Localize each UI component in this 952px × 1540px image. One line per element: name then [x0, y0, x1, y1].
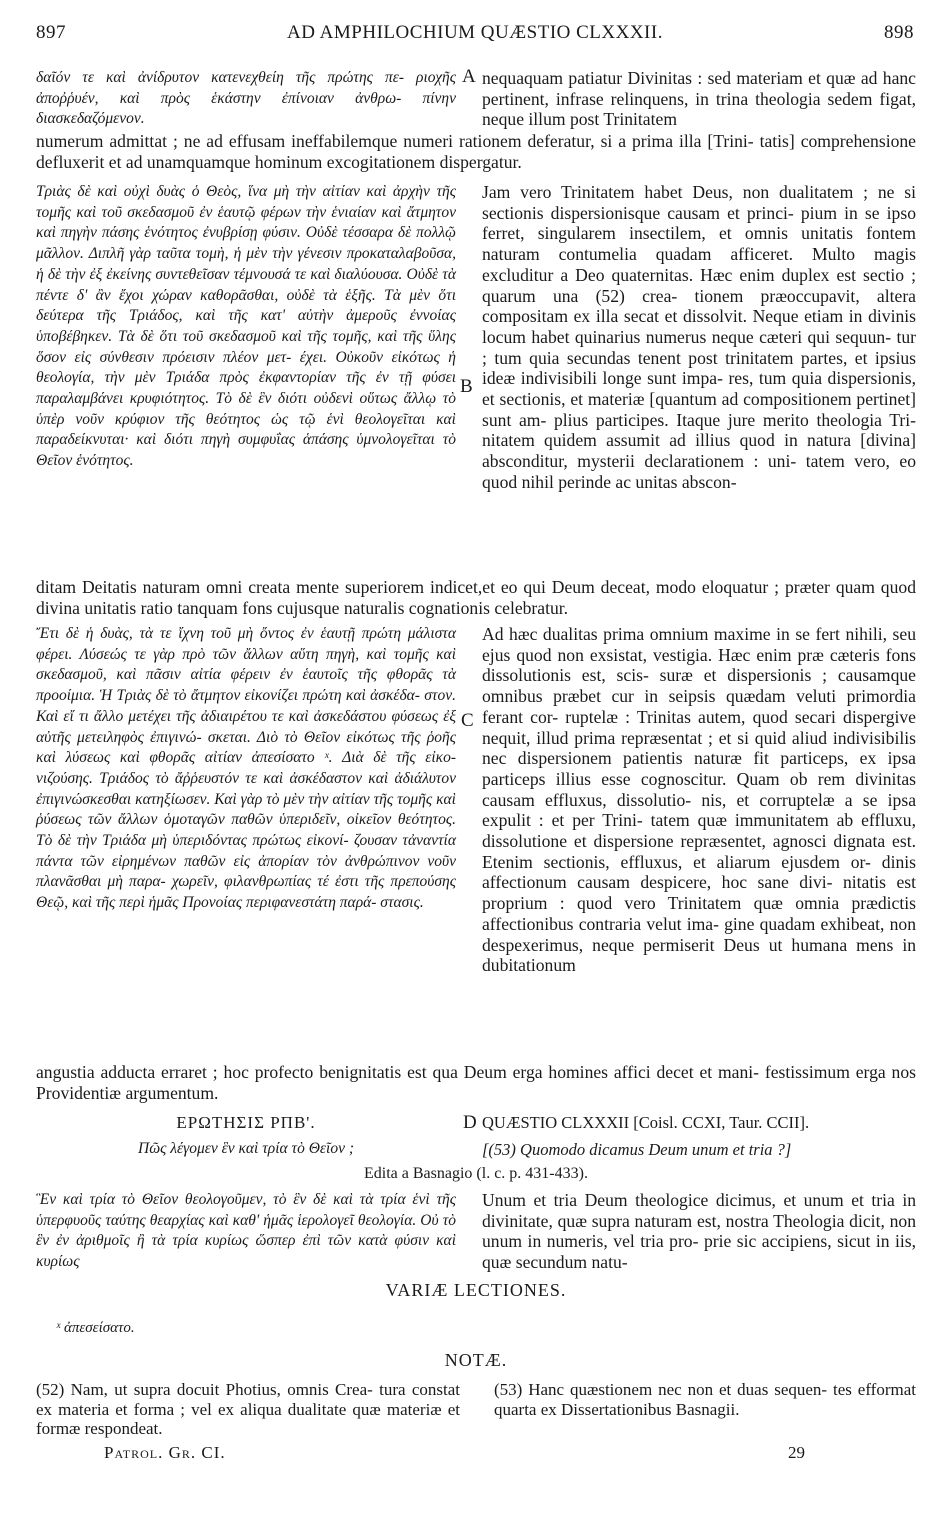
greek-question-subtitle: Πῶς λέγομεν ἓν καὶ τρία τὸ Θεῖον ; — [138, 1140, 354, 1157]
margin-letter-d: D — [463, 1112, 477, 1133]
latin-col-2: Jam vero Trinitatem habet Deus, non dualitatem ; ne si sectionis dispersionisque causam et princi- pium in se ipso ferret, singularem insectilem, et omnis unitatis fontem naturam contumelia quadam afficeret. Multo magis excluditur a Deo quaternitas. Hæc enim duplex est sectio ; quarum una (52) crea- tionem præoccupavit, altera compositam ex illa secat et dissolvit. Neque etiam in divinis locum habet quinarius numerus neque cæteri qui sequun- tur ; tum quia secundas tenent post trinitatem partes, et ipsius ideæ indivisibili longe sunt impa- res, tum quia dispersionis, et sectionis, et materiæ [quantum ad compositionem pertinet] sunt am- plius participes. Itaque jure merito theologia Tri- nitatem quidem assumit ad illius quod in natura [divina] absconditur, mysterii declarationem : uni- tatem vero, eo quod nihil perinde ac unitas abscon- — [482, 182, 916, 492]
greek-col-3: Ἔτι δὲ ἡ δυὰς, τὰ τε ἴχνη τοῦ μὴ ὄντος ἐν ἑαυτῇ πρώτη μάλιστα φέρει. Λύσεώς τε γὰρ πρὸ τῶν ἄλλων αὕτη πηγὴ, καὶ τομῆς καὶ σκεδασμοῦ, καὶ πᾶσιν αἰτία φέρειν ἐν ἑαυτοῖς τῆς φθορᾶς τὰ προοίμια. Ἡ Τριὰς δὲ τὸ ἄτμητον εἰκονίζει πρώτη καὶ ἀσκέδα- στον. Καὶ εἴ τι ἄλλο μετέχει τῆς ἀδιαιρέτου τε καὶ ἀσκεδάστου φύσεως ἐξ αὐτῆς μετειληφὸς ἐπιγινώ- σκεται. Διὸ τὸ Θεῖον εἰκότως τῆς ῥοῆς καὶ λύσεως καὶ φθορᾶς αἰτίαν ἀπεσίσατο ˣ. Διὰ δὲ τῆς εἰκο- νιζούσης. Τριάδος τὸ ἄῤῥευστόν τε καὶ ἀσκέδαστον καὶ ἀδιάλυτον ἐπιγινώσκεσθαι κατηξίωσεν. Καὶ γὰρ τὸ μὲν τὴν αἰτίαν τῆς τομῆς καὶ ῥύσεως τῶν ἄλλων ὁμοταγῶν παθῶν ὑπεριδεῖν, οἰκεῖον θεότητος. Τὸ δὲ τὴν Τριάδα μὴ ὑπεριδόντας πρώτως εἰκονί- ζουσαν τἀναντία πάντα τῶν εἰρημένων παθῶν εἰς ἀπορίαν τὸν ἀνθρώπινον νοῦν πλανᾶσθαι μὴ παρα- χωρεῖν, φιλανθρωπίας τέ ἐστι τῆς πρεπούσης Θεῷ, καὶ τῆς περὶ ἡμᾶς Προνοίας περιφανεστάτη παρά- στασις. — [36, 625, 456, 912]
latin-question-subtitle: [(53) Quomodo dicamus Deum unum et tria ?] — [482, 1140, 792, 1159]
greek-col-1: δαῖόν τε καὶ ἀνίδρυτον κατενεχθείη τῆς πρώτης πε- ριοχῆς ἀποῤῥυέν, καὶ πρὸς ἑκάστην ἐπίνοιαν ἀνθρω- πίνην διασκεδαζόμενον. — [36, 69, 456, 128]
left-page-number: 897 — [36, 22, 66, 43]
footer-sheet-number: 29 — [788, 1443, 805, 1462]
header-title: AD AMPHILOCHIUM QUÆSTIO CLXXXII. — [287, 22, 663, 43]
latin-col-3: Ad hæc dualitas prima omnium maxime in se fert nihili, seu ejus quod non exsistat, vestigia. Hæc enim præ cæteris fons dissolutionis est, scis- suræ et dispersionis ; causamque omnibus præbet cur in seipsis quædam veluti primordia ferant cor- ruptelæ : Trinitas autem, quod secari dispergive nequit, illud prima repræsentat ; et si quid aliud indivisibilis nec dispersionem patientis naturæ fit particeps, ex ipsa particeps illius esse cognoscitur. Quam ob rem divinitas causam effluxus, dissolutio- nis, et corruptelæ a se ipsa expulit : et per Trini- tatem quæ immunitatem ab effluxu, dissolutione et dispersione repræsentet, agnosci dignata est. Etenim sectionis, effluxus, et aliarum ejusdem or- dinis affectionum causam despicere, hoc sane divi- nitatis est proprium : quod vero Trinitatem quæ omnia prædictis affectionibus contraria velut ima- gine quadam exhibeat, non despexerimus, neque permiserit Deus ut humana mens in dubitationum — [482, 624, 916, 976]
margin-letter-a: A — [462, 66, 476, 87]
greek-col-4: Ἓν καὶ τρία τὸ Θεῖον θεολογοῦμεν, τὸ ἓν δὲ καὶ τὰ τρία ἑνὶ τῆς ὑπερφυοῦς ταύτης θεαρχίας καὶ καθ' ἡμᾶς ἱερολογεῖ θεολογία. Οὐ τὸ ἓν ἐν ἀριθμοῖς ἢ τὰ τρία κυρίως ὥσπερ ἐπὶ τῶν κατὰ φύσιν καὶ κυρίως — [36, 1191, 456, 1271]
footer-signature: Patrol. Gr. CI. — [104, 1443, 226, 1462]
fullwidth-1: numerum admittat ; ne ad effusam ineffabilemque numeri rationem deferatur, si a prima illa [Trini- tatis] comprehensione defluxerit et ad unamquamque hominum excogitationem dispergatur. — [36, 131, 916, 172]
greek-col-2: Τριὰς δὲ καὶ οὐχὶ δυὰς ὁ Θεὸς, ἵνα μὴ τὴν αἰτίαν καὶ ἀρχὴν τῆς τομῆς καὶ τοῦ σκεδασμοῦ ἐν ἑαυτῷ φέρων τὴν ἑνιαίαν καὶ ἄτμητον καὶ πηγὴν πάσης ἑνότητος ἐνυβρίσῃ φύσιν. Οὐδὲ τέσσαρα δὲ πολλῷ μᾶλλον. Διπλῆ γὰρ ταῦτα τομὴ, ἡ μὲν τὴν γένεσιν προκαταλαβοῦσα, ἡ δὲ τὴν ἐξ ἐκείνης συντεθεῖσαν τέμνουσά τε καὶ διαλύουσα. Οὐδὲ τὰ πέντε δ' ἂν ἔχοι χώραν καθορᾶσθαι, οὐδὲ τὰ ἑξῆς. Τὰ μὲν ὅτι δεύτερα τῆς Τριάδος, καὶ τῆς κατ' αὐτὴν ἀμεροῦς ἐννοίας ὑποβέβηκεν. Τὰ δὲ ὅτι τοῦ σκεδασμοῦ καὶ τῆς τομῆς, καὶ τῆς ὕλης ὅσον εἰς σύνθεσιν πρόεισιν πλέον μετ- έχει. Οὐκοῦν εἰκότως ἡ θεολογία, τὴν μὲν Τριάδα πρὸς ἐκφαντορίαν τῆς ἐν τῇ φύσει παραλαμβάνει κρυφιότητος. Τὸ δὲ ἓν διότι οὐδενὶ οὕτως ἄλλῳ τὸ ὑπὲρ νοῦν κρύφιον τῆς θεότητος ὡς τῷ ἑνὶ θεολογεῖται καὶ παραδείκνυται· καὶ διότι πηγὴ συμφυΐας ἁπάσης ὑμνολογεῖται τὸ Θεῖον ἑνότητος. — [36, 183, 456, 470]
edition-note: Edita a Basnagio (l. c. p. 431-433). — [364, 1165, 588, 1182]
note-53: (53) Hanc quæstionem nec non et duas sequen- tes efformat quarta ex Dissertationibus Basnagii. — [494, 1380, 916, 1419]
variae-lectiones-text: ˣ ἀπεσείσατο. — [56, 1320, 135, 1336]
latin-question-title: QUÆSTIO CLXXXII [Coisl. CCXI, Taur. CCII]. — [482, 1113, 810, 1132]
right-page-number: 898 — [884, 22, 914, 43]
margin-letter-b: B — [460, 376, 473, 397]
greek-question-title: ΕΡΩΤΗΣΙΣ ΡΠΒ'. — [176, 1113, 316, 1132]
fullwidth-2: ditam Deitatis naturam omni creata mente superiorem indicet,et eo qui Deum deceat, modo eloquatur ; præter quam quod divina unitatis ratio tanquam fons cujusque naturalis cognationis celebratur. — [36, 577, 916, 618]
variae-lectiones-heading: VARIÆ LECTIONES. — [385, 1280, 567, 1300]
fullwidth-3: angustia adducta erraret ; hoc profecto benignitatis est qua Deum erga homines affici decet et mani- festissimum erga nos Providentiæ argumentum. — [36, 1062, 916, 1103]
latin-col-4: Unum et tria Deum theologice dicimus, et unum et tria in divinitate, quæ supra naturam est, nostra Theologia dicit, non unum in numeris, vel tria pro- prie sic accipiens, sicut in iis, quæ secundum natu- — [482, 1190, 916, 1273]
latin-col-1: nequaquam patiatur Divinitas : sed materiam et quæ ad hanc pertinent, infrase relinquens, in trina theologia sedem figat, neque illum post Trinitatem — [482, 68, 916, 130]
running-header — [36, 22, 914, 52]
note-52: (52) Nam, ut supra docuit Photius, omnis Crea- tura constat ex materia et forma ; vel ex aliqua dualitate quæ materiæ et formæ respondeat. — [36, 1380, 460, 1438]
margin-letter-c: C — [461, 710, 474, 731]
notae-heading: NOTÆ. — [444, 1350, 508, 1370]
